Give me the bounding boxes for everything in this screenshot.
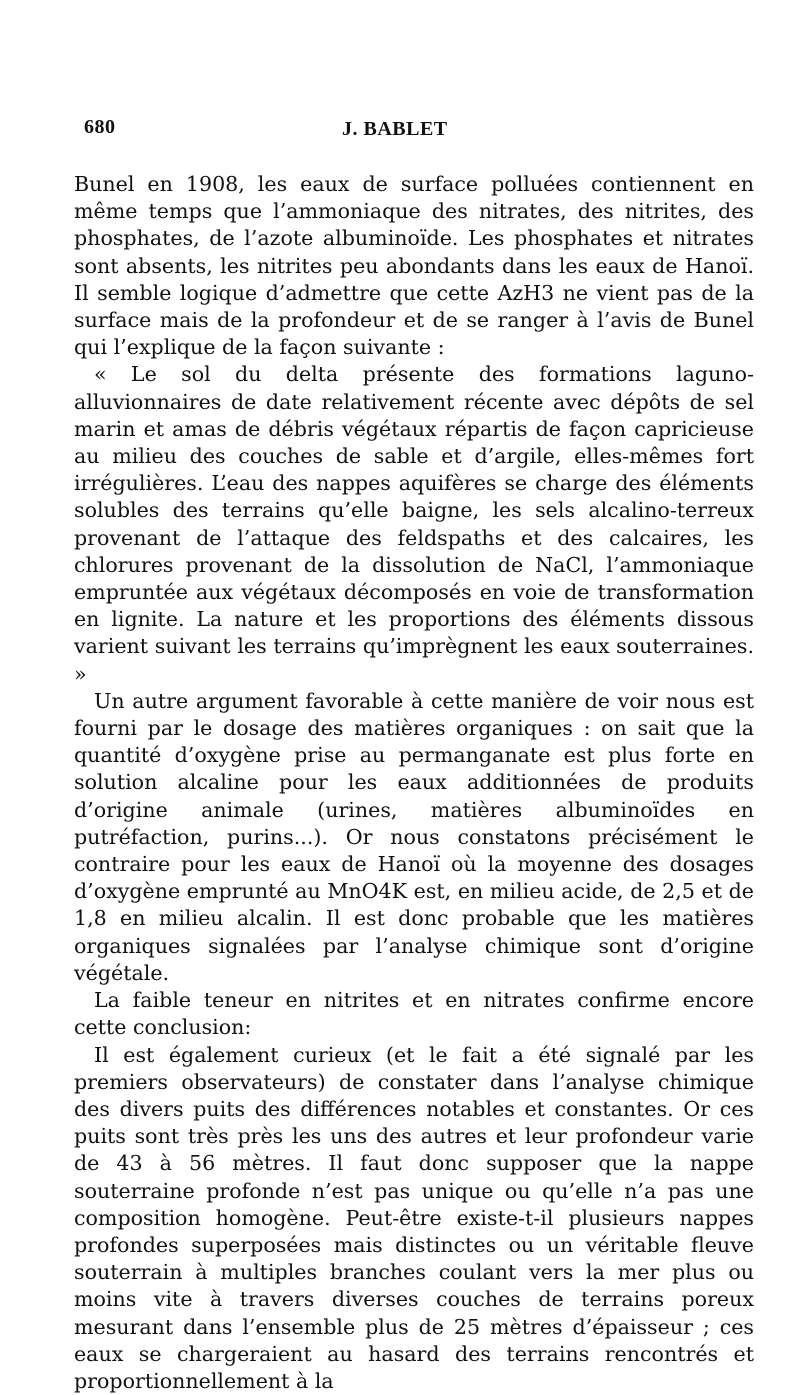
paragraph-nitrites: La faible teneur en nitrites et en nitrates confirme encore cette conclusion:	[74, 987, 754, 1041]
paragraph-continuation: Bunel en 1908, les eaux de surface polluées contiennent en même temps que l’ammoniaque des nitrates, des nitrites, des phosphates, de l’azote albuminoïde. Les phosphates et nitrates sont absents, les nitrites peu abondants dans les eaux de Hanoï. Il semble logique d’admettre que cette AzH3 ne vient pas de la surface mais de la profondeur et de se ranger à l’avis de Bunel qui l’explique de la façon suivante :	[74, 171, 754, 361]
paragraph-wells: Il est également curieux (et le fait a été signalé par les premiers observateurs) de constater dans l’analyse chimique des divers puits des différences notables et constantes. Or ces puits sont très près les uns des autres et leur profondeur varie de 43 à 56 mètres. Il faut donc supposer que la nappe souterraine profonde n’est pas unique ou qu’elle n’a pas une composition homogène. Peut-être existe-t-il plusieurs nappes profondes superposées mais distinctes ou un véritable fleuve souterrain à multiples branches coulant vers la mer plus ou moins vite à travers diverses couches de terrains poreux mesurant dans l’ensemble plus de 25 mètres d’épaisseur ; ces eaux se chargeraient au hasard des terrains rencontrés et proportionnellement à la	[74, 1042, 754, 1395]
running-head-author: J. BABLET	[342, 118, 448, 141]
page-number: 680	[84, 116, 116, 139]
body-text	[74, 171, 754, 1395]
paragraph-organic-matter: Un autre argument favorable à cette manière de voir nous est fourni par le dosage des matières organiques : on sait que la quantité d’oxygène prise au permanganate est plus forte en solution alcaline pour les eaux additionnées de produits d’origine animale (urines, matières albuminoïdes en putréfaction, purins...). Or nous constatons précisément le contraire pour les eaux de Hanoï où la moyenne des dosages d’oxygène emprunté au MnO4K est, en milieu acide, de 2,5 et de 1,8 en milieu alcalin. Il est donc probable que les matières organiques signalées par l’analyse chimique sont d’origine végétale.	[74, 688, 754, 987]
paragraph-quotation: « Le sol du delta présente des formations laguno-alluvionnaires de date relativement récente avec dépôts de sel marin et amas de débris végétaux répartis de façon capricieuse au milieu des couches de sable et d’argile, elles-mêmes fort irrégulières. L’eau des nappes aquifères se charge des éléments solubles des terrains qu’elle baigne, les sels alcalino-terreux provenant de l’attaque des feldspaths et des calcaires, les chlorures provenant de la dissolution de NaCl, l’ammoniaque empruntée aux végétaux décomposés en voie de transformation en lignite. La nature et les proportions des éléments dissous varient suivant les terrains qu’imprègnent les eaux souterraines. »	[74, 361, 754, 687]
running-head	[72, 116, 752, 140]
